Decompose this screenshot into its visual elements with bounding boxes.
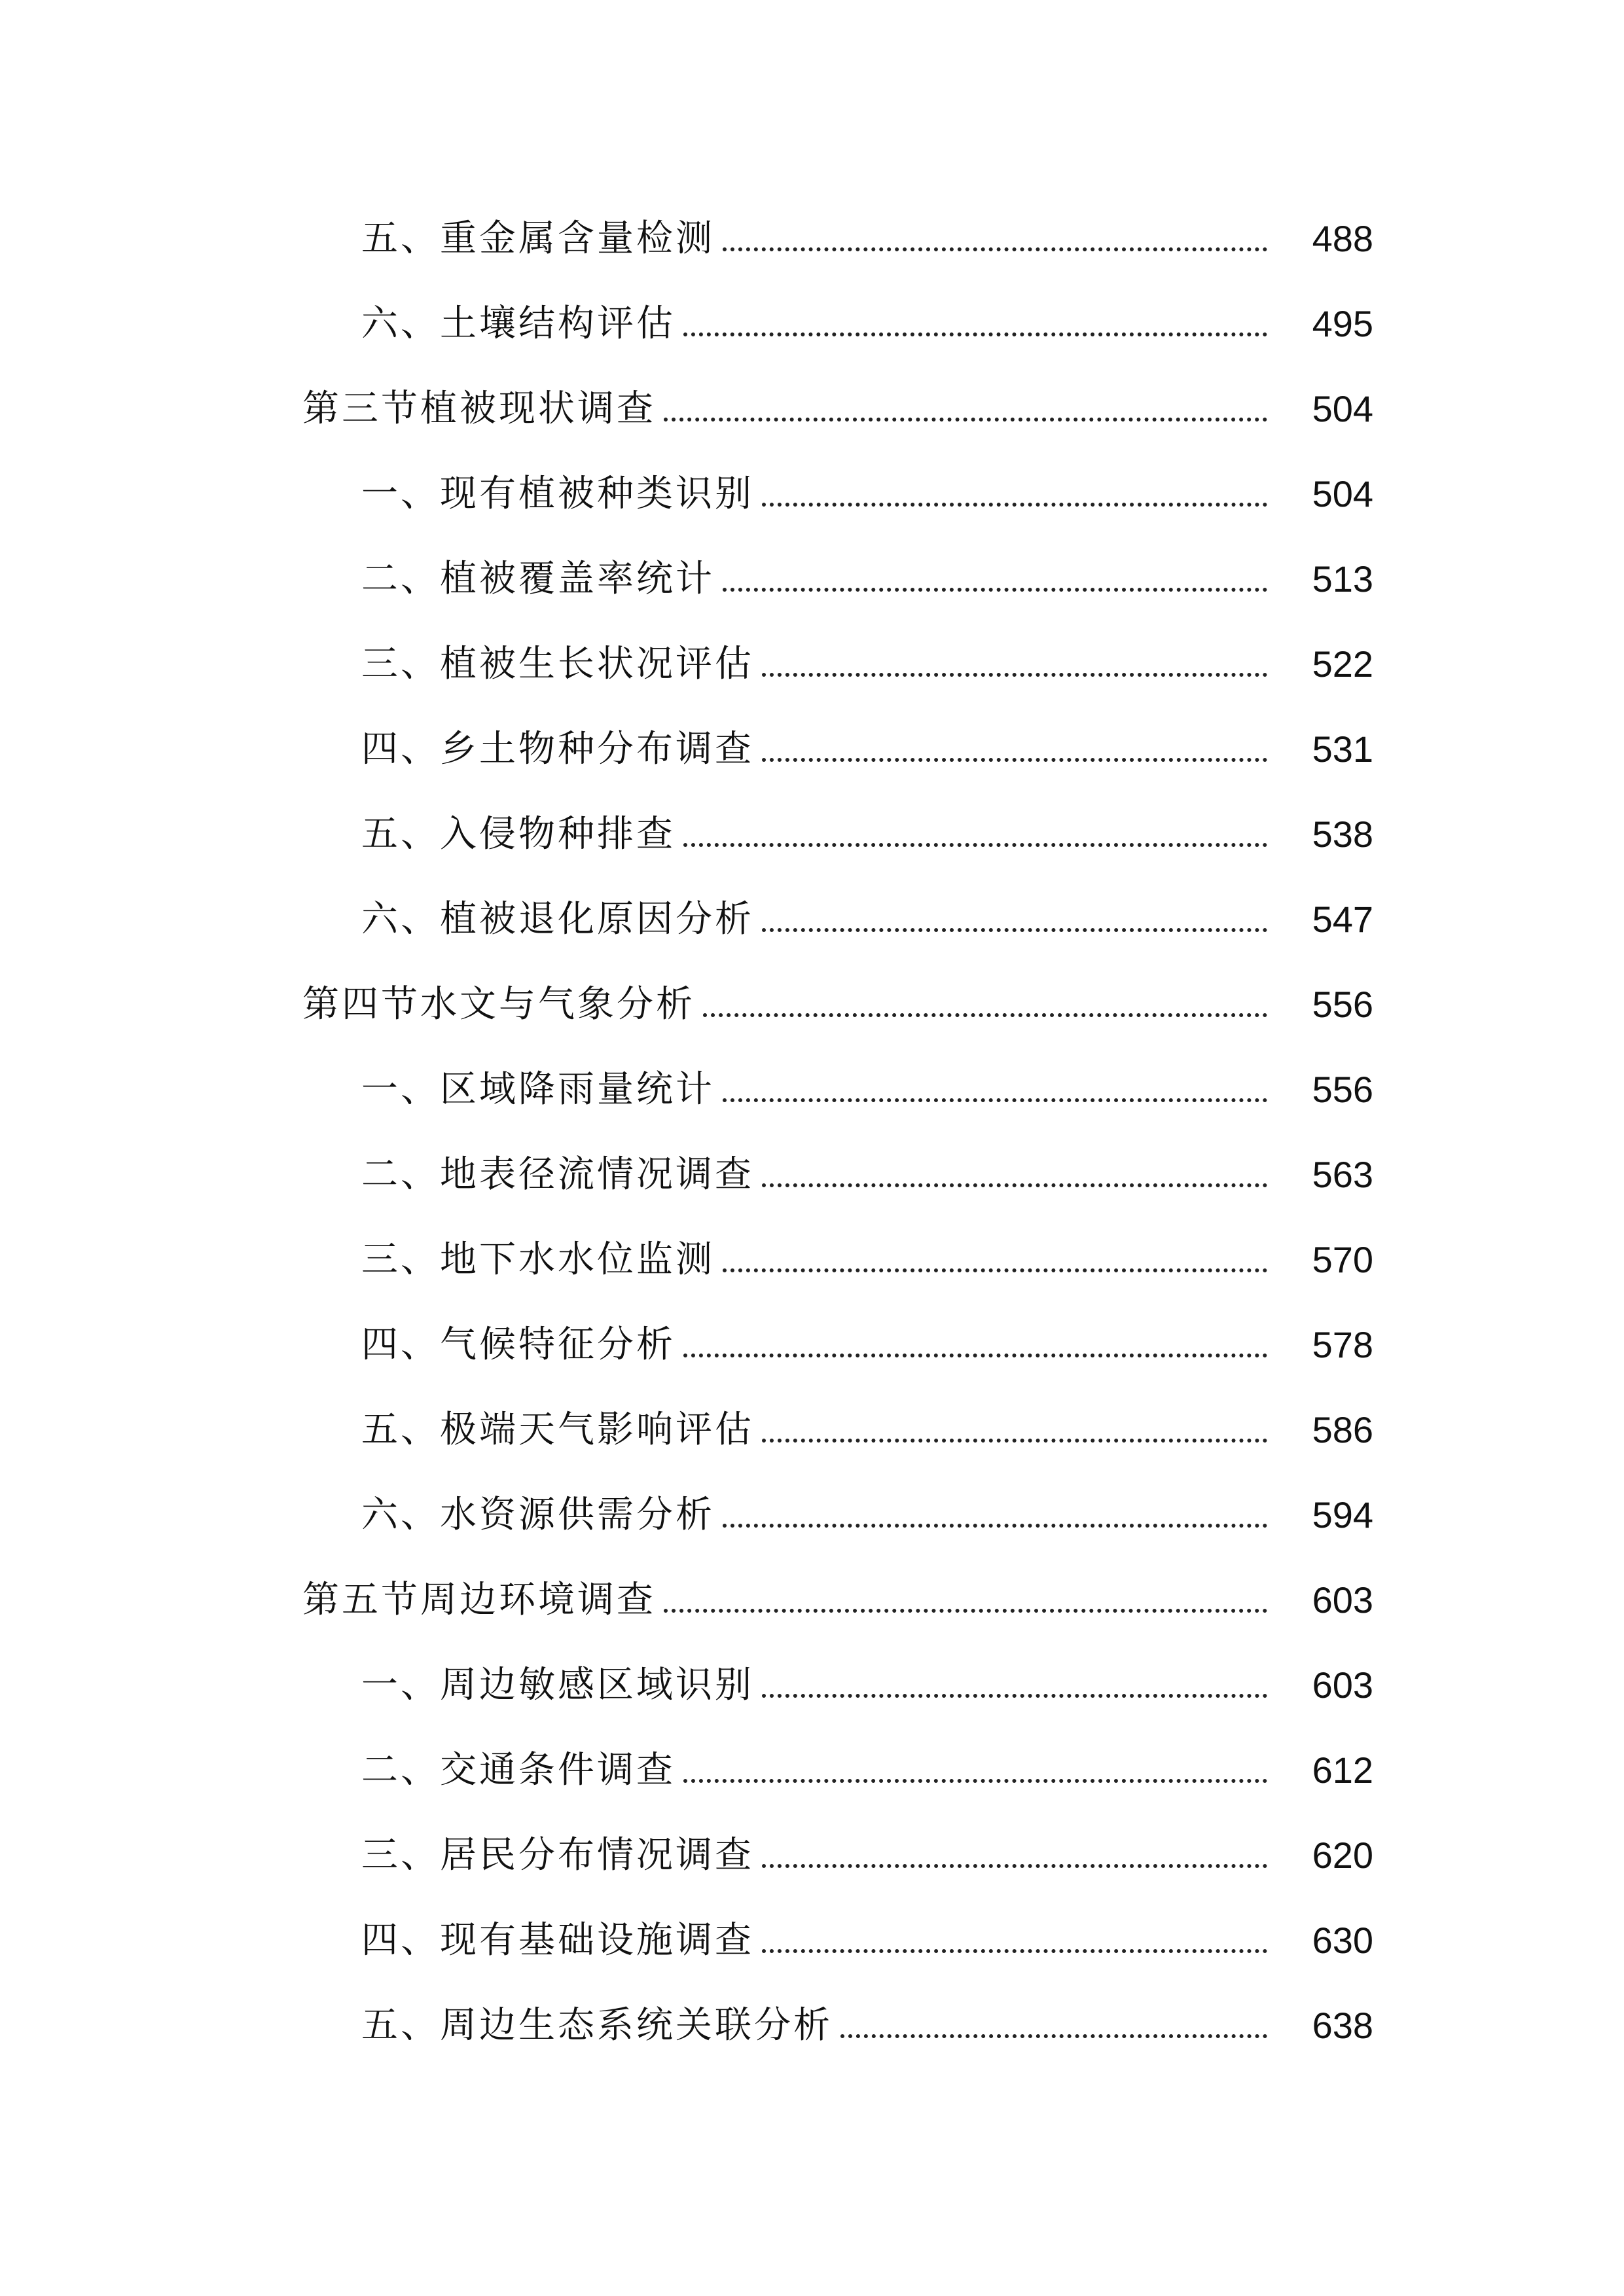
toc-section-entry[interactable] [0, 962, 1624, 1047]
dot-leader [683, 843, 1267, 847]
toc-entry[interactable] [0, 1047, 1624, 1132]
toc-entry-page: 603 [1312, 1579, 1373, 1621]
toc-entry-page: 547 [1312, 899, 1373, 940]
toc-entry[interactable] [0, 452, 1624, 537]
toc-entry[interactable] [0, 1217, 1624, 1302]
dot-leader [762, 758, 1267, 762]
toc-entry-page: 495 [1312, 303, 1373, 344]
toc-entry[interactable] [0, 281, 1624, 367]
toc-entry-title: 一、周边敏感区域识别 [361, 1664, 754, 1706]
dot-leader [840, 2034, 1267, 2038]
toc-entry-title: 六、土壤结构评估 [361, 302, 676, 345]
toc-entry-title: 第五节周边环境调查 [302, 1579, 656, 1621]
dot-leader [723, 588, 1267, 592]
toc-entry-page: 513 [1312, 558, 1373, 600]
toc-entry-title: 三、地下水水位监测 [361, 1238, 715, 1281]
toc-entry-page: 603 [1312, 1664, 1373, 1706]
toc-entry-title: 六、水资源供需分析 [361, 1494, 715, 1536]
toc-entry-page: 563 [1312, 1154, 1373, 1195]
toc-entry-title: 四、乡土物种分布调查 [361, 728, 754, 770]
toc-entry-page: 630 [1312, 1920, 1373, 1961]
toc-entry[interactable] [0, 792, 1624, 877]
toc-entry-page: 638 [1312, 2005, 1373, 2046]
toc-entry-page: 570 [1312, 1239, 1373, 1280]
toc-entry[interactable] [0, 1643, 1624, 1728]
toc-entry[interactable] [0, 707, 1624, 792]
toc-entry-title: 六、植被退化原因分析 [361, 898, 754, 941]
toc-section-entry[interactable] [0, 367, 1624, 452]
toc-entry-page: 586 [1312, 1409, 1373, 1450]
toc-entry[interactable] [0, 1813, 1624, 1898]
toc-entry-page: 594 [1312, 1494, 1373, 1535]
dot-leader [762, 928, 1267, 932]
toc-entry-page: 488 [1312, 218, 1373, 259]
toc-entry-title: 第四节水文与气象分析 [302, 983, 695, 1026]
dot-leader [664, 1609, 1267, 1613]
toc-entry-title: 一、区域降雨量统计 [361, 1068, 715, 1111]
dot-leader [762, 1949, 1267, 1953]
toc-entry-page: 556 [1312, 984, 1373, 1025]
toc-entry-title: 五、重金属含量检测 [361, 217, 715, 260]
toc-entry-page: 620 [1312, 1835, 1373, 1876]
dot-leader [762, 673, 1267, 677]
dot-leader [762, 1694, 1267, 1698]
toc-entry-title: 第三节植被现状调查 [302, 387, 656, 430]
dot-leader [703, 1013, 1267, 1017]
toc-entry[interactable] [0, 622, 1624, 707]
toc-entry-title: 三、居民分布情况调查 [361, 1834, 754, 1876]
toc-entry[interactable] [0, 537, 1624, 622]
dot-leader [683, 1354, 1267, 1357]
toc-entry-title: 二、植被覆盖率统计 [361, 558, 715, 600]
dot-leader [762, 1439, 1267, 1443]
toc-entry-page: 612 [1312, 1749, 1373, 1791]
dot-leader [723, 247, 1267, 251]
toc-section-entry[interactable] [0, 1558, 1624, 1643]
toc-entry-page: 504 [1312, 473, 1373, 514]
dot-leader [683, 332, 1267, 336]
toc-entry-title: 二、地表径流情况调查 [361, 1153, 754, 1196]
toc-entry-page: 538 [1312, 814, 1373, 855]
toc-entry[interactable] [0, 1898, 1624, 1983]
dot-leader [723, 1098, 1267, 1102]
toc-entry[interactable] [0, 1388, 1624, 1473]
toc-entry-title: 一、现有植被种类识别 [361, 473, 754, 515]
toc-entry[interactable] [0, 1302, 1624, 1388]
toc-entry-title: 五、周边生态系统关联分析 [361, 2004, 833, 2047]
toc-entry-title: 三、植被生长状况评估 [361, 643, 754, 685]
toc-entry-title: 五、极端天气影响评估 [361, 1408, 754, 1451]
toc-entry[interactable] [0, 1132, 1624, 1217]
toc-entry-title: 五、入侵物种排查 [361, 813, 676, 855]
toc-entry[interactable] [0, 877, 1624, 962]
toc-entry[interactable] [0, 196, 1624, 281]
dot-leader [762, 1183, 1267, 1187]
toc-entry-title: 四、现有基础设施调查 [361, 1919, 754, 1962]
toc-entry-page: 504 [1312, 388, 1373, 429]
toc-entry-page: 531 [1312, 728, 1373, 770]
dot-leader [683, 1779, 1267, 1783]
toc-entry-page: 556 [1312, 1069, 1373, 1110]
toc-entry[interactable] [0, 1473, 1624, 1558]
toc-entry[interactable] [0, 1983, 1624, 2068]
dot-leader [762, 1864, 1267, 1868]
dot-leader [664, 418, 1267, 422]
toc-entry-title: 二、交通条件调查 [361, 1749, 676, 1791]
table-of-contents [0, 196, 1624, 2068]
dot-leader [723, 1268, 1267, 1272]
dot-leader [762, 503, 1267, 507]
toc-entry[interactable] [0, 1728, 1624, 1813]
toc-entry-title: 四、气候特征分析 [361, 1323, 676, 1366]
toc-entry-page: 522 [1312, 643, 1373, 685]
dot-leader [723, 1524, 1267, 1528]
toc-entry-page: 578 [1312, 1324, 1373, 1365]
